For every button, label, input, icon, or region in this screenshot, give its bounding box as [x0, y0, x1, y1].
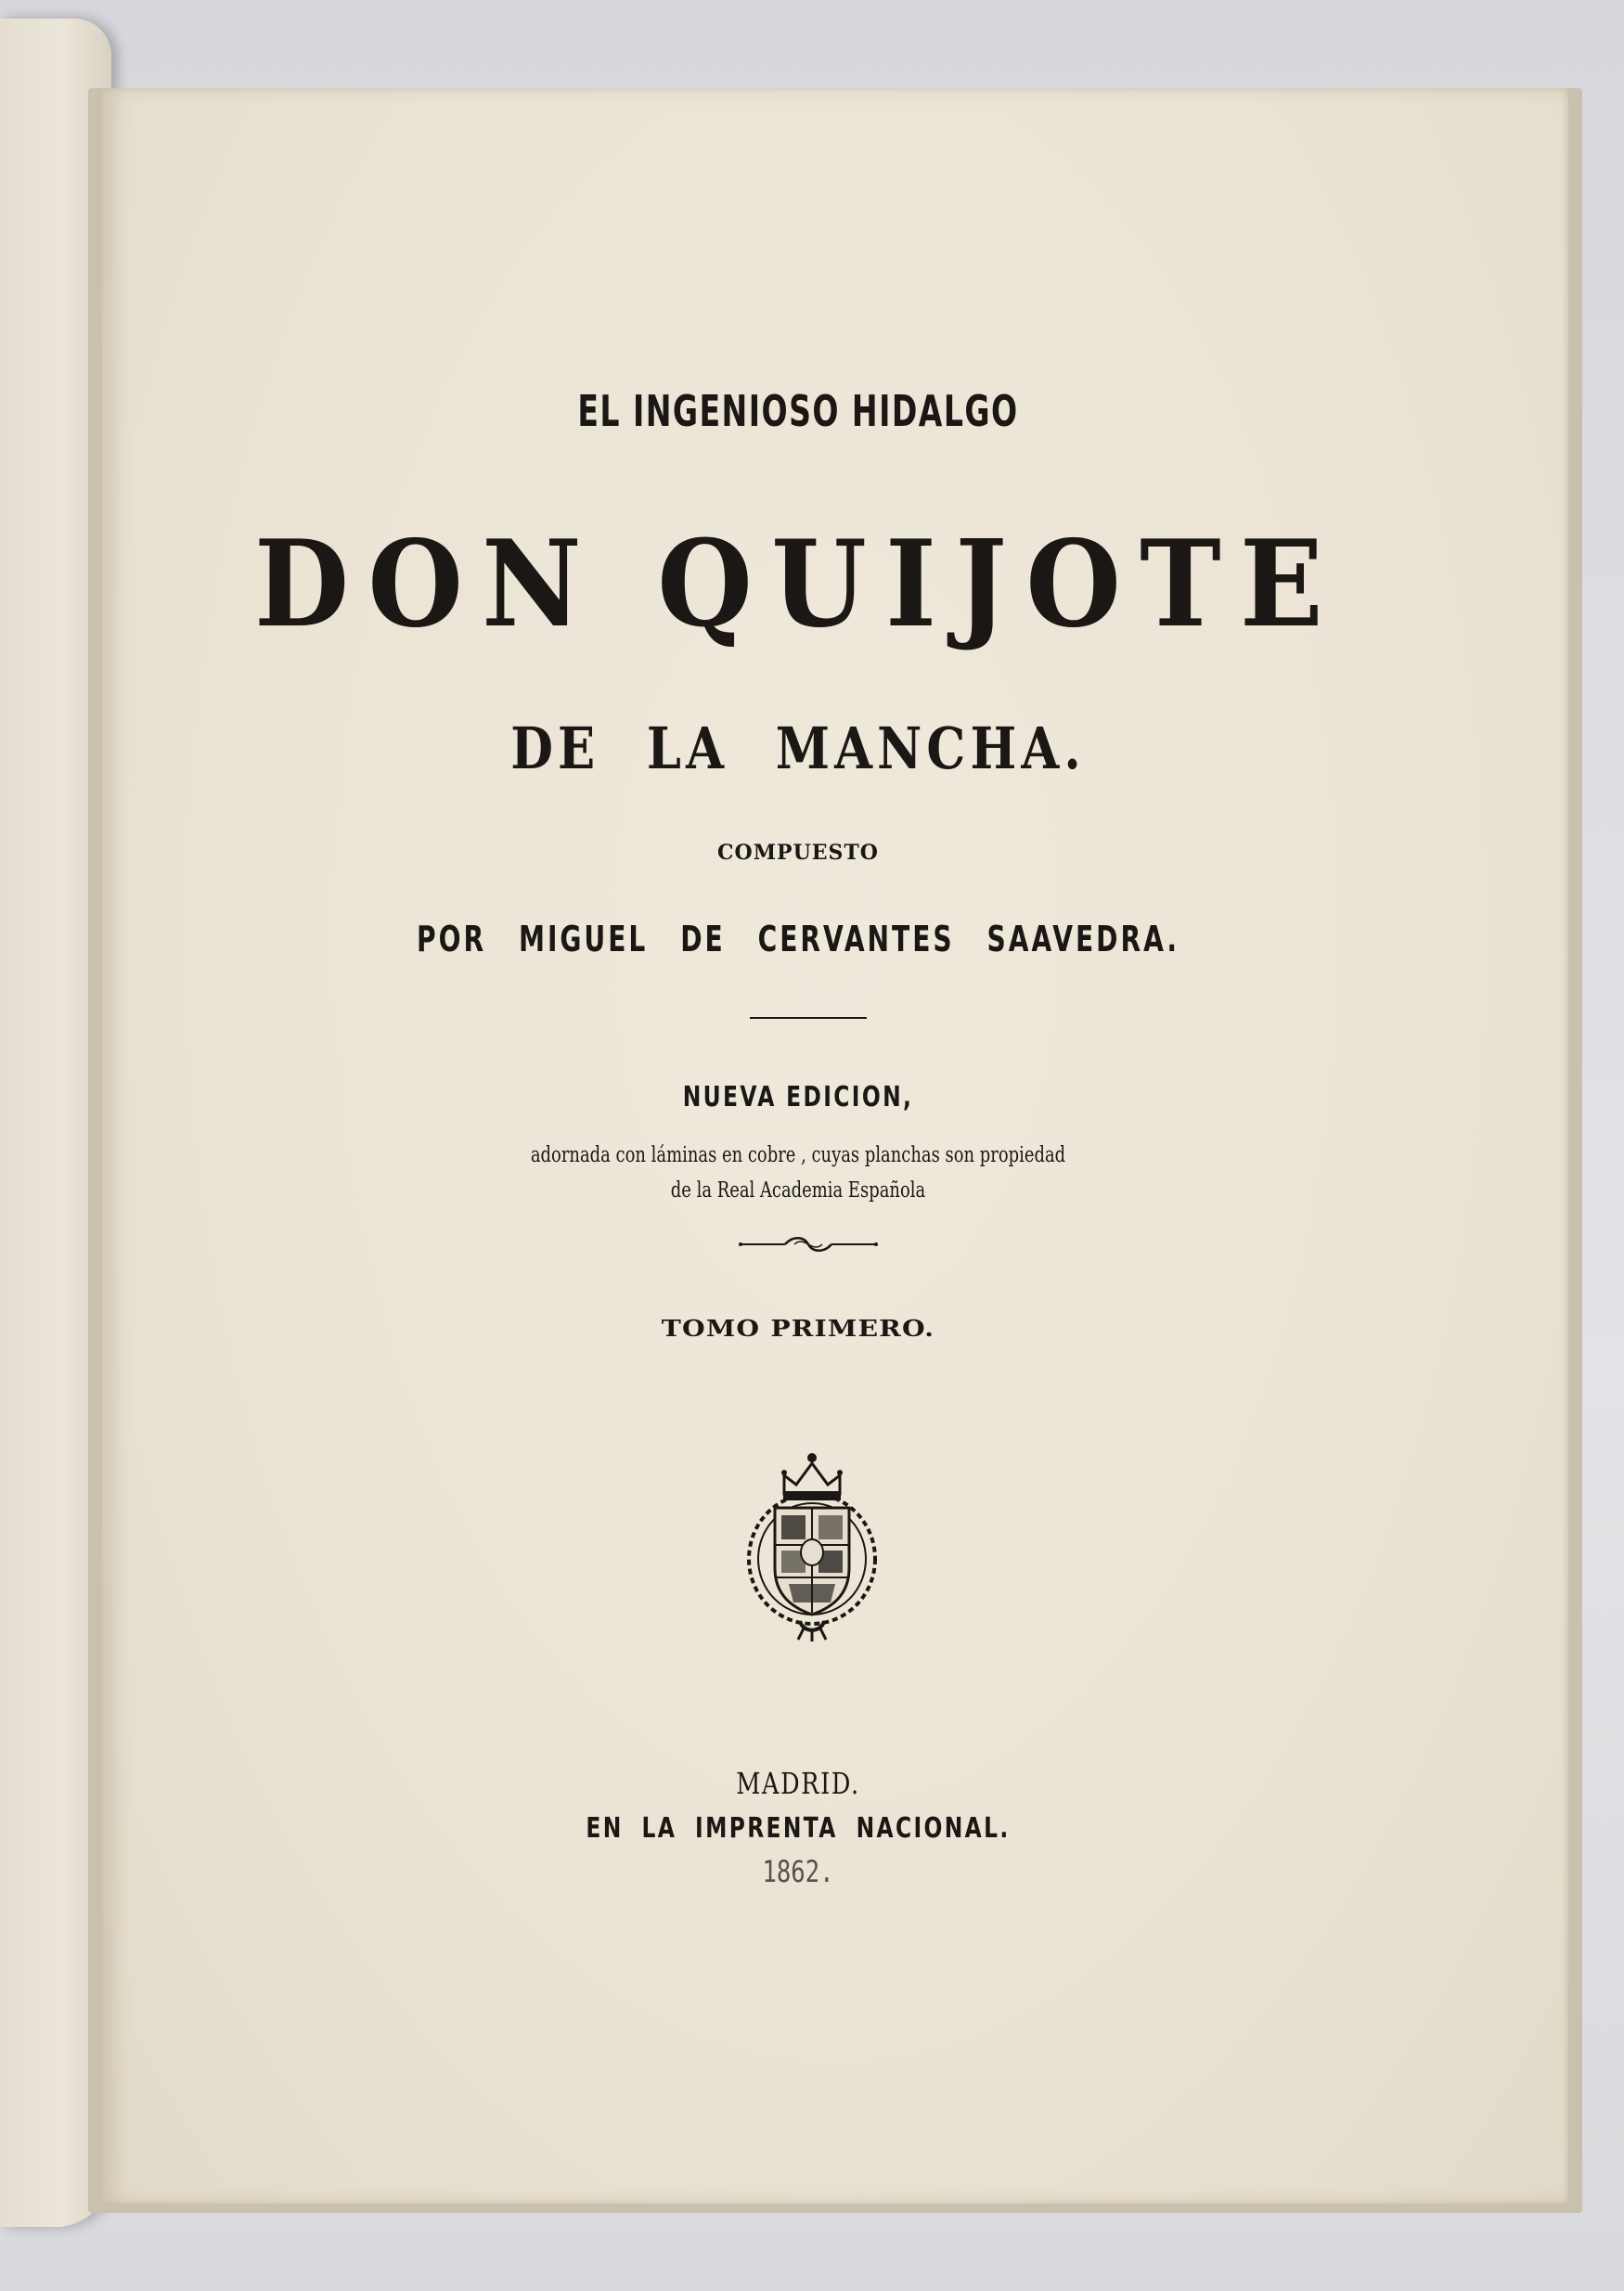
title-line-1: EL INGENIOSO HIDALGO	[577, 386, 1019, 436]
year: 1862.	[762, 1854, 834, 1889]
divider-rule	[750, 1017, 867, 1019]
edition-description-2: de la Real Academia Española	[670, 1178, 926, 1203]
main-title: DON QUIJOTE	[253, 515, 1343, 654]
printer: EN LA IMPRENTA NACIONAL.	[586, 1812, 1011, 1845]
edition-heading: NUEVA EDICION,	[682, 1081, 914, 1113]
author-line: POR MIGUEL DE CERVANTES SAAVEDRA.	[417, 919, 1179, 959]
royal-coat-of-arms-icon	[742, 1443, 882, 1642]
edition-description-1: adornada con láminas en cobre , cuyas planchas son propiedad	[530, 1143, 1066, 1167]
composed-label: COMPUESTO	[717, 841, 879, 865]
subtitle: DE LA MANCHA.	[510, 714, 1086, 782]
volume-label: TOMO PRIMERO.	[661, 1315, 935, 1342]
scroll-ornament-icon	[739, 1234, 878, 1255]
city: MADRID.	[736, 1766, 860, 1801]
